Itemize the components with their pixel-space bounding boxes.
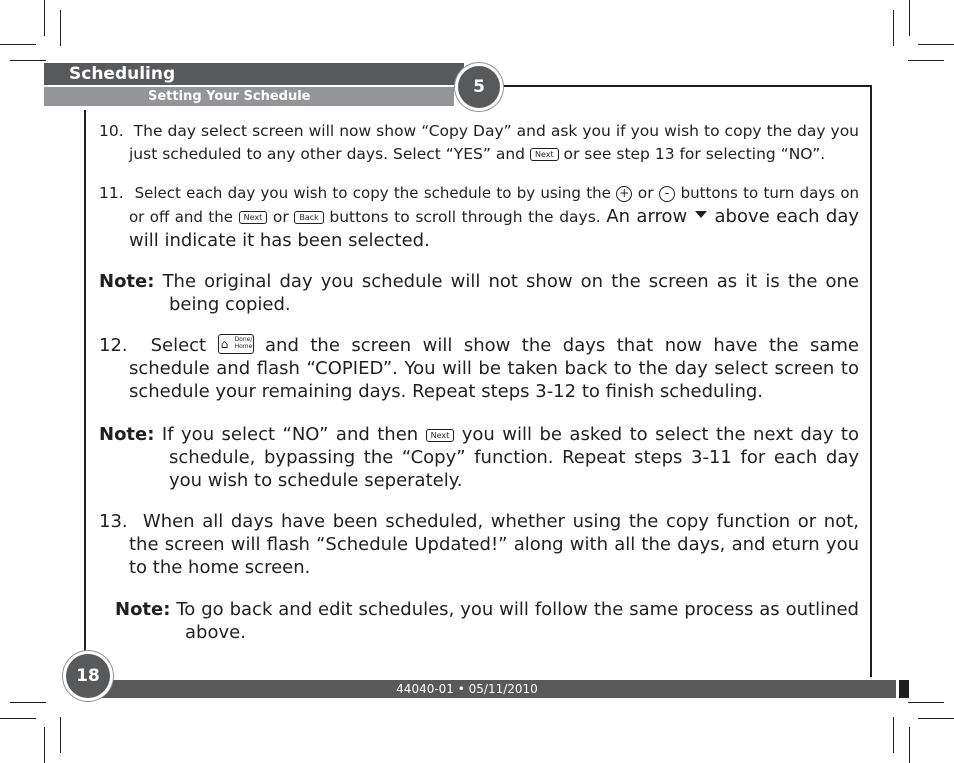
footer-doc-id [0,681,954,697]
note-text: you will be asked to select the next day to schedule, bypassing the “Copy” function. Repeat steps 3-11 for each day you wish to schedule seperately. [169,424,859,491]
note-text: If you select “NO” and then [161,424,419,445]
frame-line [490,85,872,87]
next-button-icon: Next [239,211,268,224]
step-text: Select [150,335,207,356]
step-10 [99,120,859,166]
plus-button-icon: + [616,186,632,202]
crop-mark [0,718,36,719]
back-button-icon: Back [294,211,323,224]
frame-line [870,85,872,677]
note-1 [99,270,859,316]
home-icon: ⌂ [220,337,229,351]
step-number: 11. [99,184,124,202]
crop-mark [909,0,910,36]
next-button-icon: Next [530,148,559,161]
step-11 [99,182,859,253]
step-13 [99,510,859,579]
crop-mark [44,727,45,763]
crop-mark [918,44,954,45]
chapter-number-badge: 5 [458,66,500,108]
next-button-icon: Next [426,429,455,442]
down-arrow-icon [695,211,707,218]
section-title: Scheduling [69,64,176,84]
step-text: Select each day you wish to copy the schedule to by using the [134,184,611,202]
step-text: buttons to turn days on or off and the [129,184,860,226]
step-number: 13. [99,511,128,532]
crop-mark [909,727,910,763]
frame-line [84,110,86,658]
note-label: Note: [99,271,155,292]
page-number-badge: 18 [66,654,110,698]
crop-mark [918,718,954,719]
key-label: Done/ Home [234,336,253,350]
step-text: An arrow [606,206,688,227]
step-number: 12. [99,335,128,356]
crop-mark [893,10,894,46]
step-number: 10. [99,122,124,140]
step-text: or [272,208,289,226]
page-content [99,120,859,644]
crop-mark [10,60,46,61]
note-3 [115,598,859,644]
crop-mark [44,0,45,36]
crop-mark [908,702,944,703]
step-text: When all days have been scheduled, whether using the copy function or not, the screen will flash “Schedule Updated!” along with all the days, and eturn you to the home screen. [129,511,859,578]
step-text: and the screen will show the days that now have the same schedule and flash “COPIED”. You will be taken back to the day select screen to schedule your remaining days. Repeat steps 3-12 to finish scheduling. [129,335,859,402]
note-text: The original day you schedule will not show on the screen as it is the one being copied. [162,271,859,315]
crop-mark [60,717,61,753]
crop-mark [10,702,46,703]
note-text: To go back and edit schedules, you will follow the same process as outlined above. [176,599,859,643]
minus-button-icon: - [659,186,675,202]
crop-mark [60,10,61,46]
subsection-title: Setting Your Schedule [148,89,311,104]
doc-id: 44040-01 • 05/11/2010 [396,682,538,696]
crop-mark [893,717,894,753]
crop-mark [908,60,944,61]
done-home-button-icon [218,334,254,354]
crop-mark [0,44,36,45]
step-text: or [637,184,654,202]
note-label: Note: [99,424,155,445]
step-text: buttons to scroll through the days. [329,208,601,226]
step-text: The day select screen will now show “Copy Day” and ask you if you wish to copy the day you just scheduled to any other days. Select “YES” and [129,122,860,163]
note-label: Note: [115,599,171,620]
step-text: or see step 13 for selecting “NO”. [563,145,826,163]
step-12 [99,334,859,403]
note-2 [99,423,859,492]
step-text: above each day will indicate it has been selected. [129,206,859,251]
